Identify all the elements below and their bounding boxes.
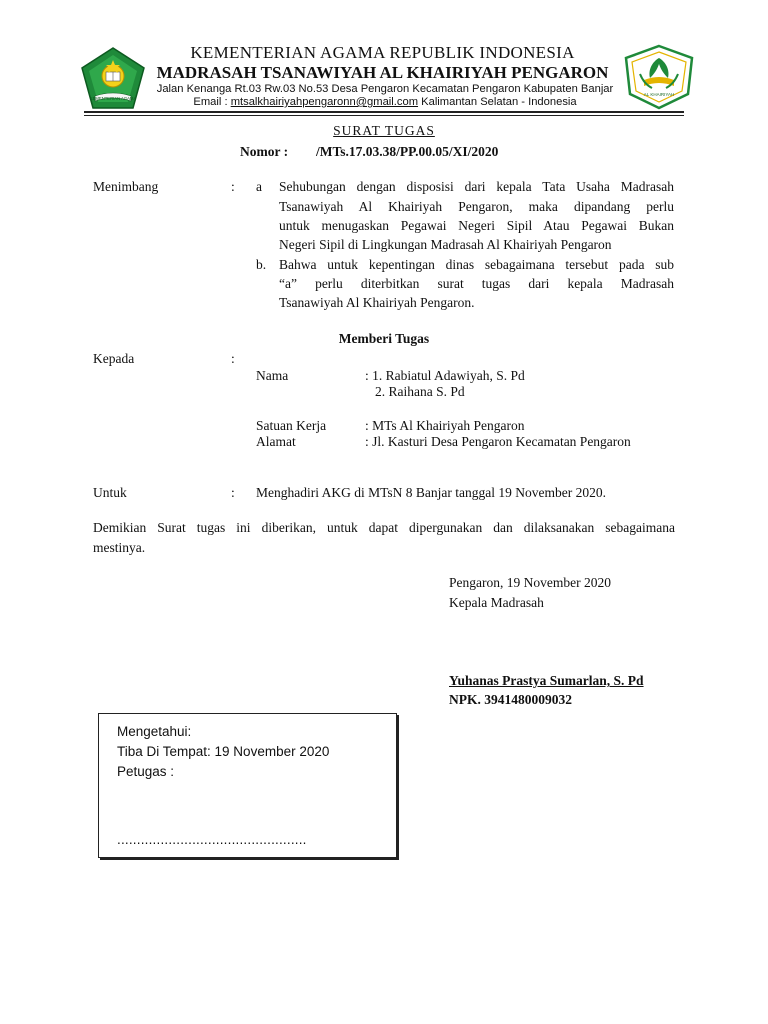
- kemenag-logo: [78, 46, 148, 112]
- closing-line-2: mestinya.: [93, 540, 146, 555]
- untuk-colon: :: [231, 485, 235, 500]
- signature-name: [449, 671, 644, 691]
- kepada-label: Kepada: [93, 351, 135, 366]
- signature-npk: NPK. 3941480009032: [449, 692, 572, 707]
- satuan-kerja-value: : MTs Al Khairiyah Pengaron: [365, 418, 525, 433]
- signature-position: Kepala Madrasah: [449, 595, 544, 610]
- svg-text:KEMENTERIAN AGAMA: KEMENTERIAN AGAMA: [89, 96, 137, 101]
- nomor-value: /MTs.17.03.38/PP.00.05/XI/2020: [316, 144, 499, 159]
- menimbang-label: Menimbang: [93, 179, 159, 194]
- box-tiba-di-tempat: Tiba Di Tempat: 19 November 2020: [117, 744, 330, 759]
- menimbang-colon: :: [231, 179, 235, 194]
- document-title: [84, 121, 684, 141]
- menimbang-a-line-3: untuk menugaskan Pegawai Negeri Sipil Atau Pegawai Bukan: [279, 218, 674, 233]
- satuan-kerja-label: Satuan Kerja: [256, 418, 327, 433]
- nama-label: Nama: [256, 368, 289, 383]
- kepada-colon: :: [231, 351, 235, 366]
- signature-name-text: Yuhanas Prastya Sumarlan, S. Pd: [449, 673, 644, 688]
- untuk-value: Menghadiri AKG di MTsN 8 Banjar tanggal 19 November 2020.: [256, 485, 606, 500]
- alamat-value: : Jl. Kasturi Desa Pengaron Kecamatan Pengaron: [365, 434, 631, 449]
- alamat-label: Alamat: [256, 434, 296, 449]
- menimbang-b-marker: b.: [256, 257, 267, 272]
- menimbang-b-line-3: Tsanawiyah Al Khairiyah Pengaron.: [279, 295, 475, 310]
- school-name: MADRASAH TSANAWIYAH AL KHAIRIYAH PENGARON: [156, 63, 609, 82]
- nama-value-1: : 1. Rabiatul Adawiyah, S. Pd: [365, 368, 525, 383]
- menimbang-a-marker: a: [256, 179, 262, 194]
- signature-place-date: Pengaron, 19 November 2020: [449, 575, 611, 590]
- madrasah-logo: [624, 44, 694, 110]
- closing-line-1: Demikian Surat tugas ini diberikan, untuk dapat dipergunakan dan dilaksanakan sebagaimana: [93, 520, 675, 535]
- svg-text:AL KHAIRIYAH: AL KHAIRIYAH: [643, 92, 675, 97]
- letterhead-rule-thin: [84, 115, 684, 116]
- box-petugas: Petugas :: [117, 764, 175, 779]
- untuk-label: Untuk: [93, 485, 127, 500]
- email-link[interactable]: mtsalkhairiyahpengaronn@gmail.com: [230, 96, 419, 108]
- school-email-line: [140, 96, 630, 108]
- menimbang-b-line-1: Bahwa untuk kepentingan dinas sebagaimana tersebut pada sub: [279, 257, 674, 272]
- ministry-name: KEMENTERIAN AGAMA REPUBLIK INDONESIA: [190, 43, 575, 62]
- menimbang-b-line-2: “a” perlu diterbitkan surat tugas dari kepala Madrasah: [279, 276, 674, 291]
- box-signature-dots: ................................................: [117, 832, 307, 847]
- arrival-verification-box: [98, 713, 397, 858]
- letterhead-rule-thick: [84, 111, 684, 113]
- nama-value-2: 2. Raihana S. Pd: [375, 384, 465, 399]
- box-mengetahui: Mengetahui:: [117, 724, 192, 739]
- document-title-text: SURAT TUGAS: [333, 123, 435, 138]
- email-label: Email :: [193, 96, 231, 108]
- school-address: Jalan Kenanga Rt.03 Rw.03 No.53 Desa Pengaron Kecamatan Pengaron Kabupaten Banjar: [156, 83, 614, 95]
- nomor-label: Nomor :: [240, 144, 289, 159]
- menimbang-a-line-2: Tsanawiyah Al Khairiyah Pengaron, maka dipandang perlu: [279, 199, 674, 214]
- menimbang-a-line-4: Negeri Sipil di Lingkungan Madrasah Al Khairiyah Pengaron: [279, 237, 612, 252]
- memberi-tugas-heading: Memberi Tugas: [338, 331, 430, 346]
- menimbang-a-line-1: Sehubungan dengan disposisi dari kepala Tata Usaha Madrasah: [279, 179, 674, 194]
- email-suffix: Kalimantan Selatan - Indonesia: [418, 96, 577, 108]
